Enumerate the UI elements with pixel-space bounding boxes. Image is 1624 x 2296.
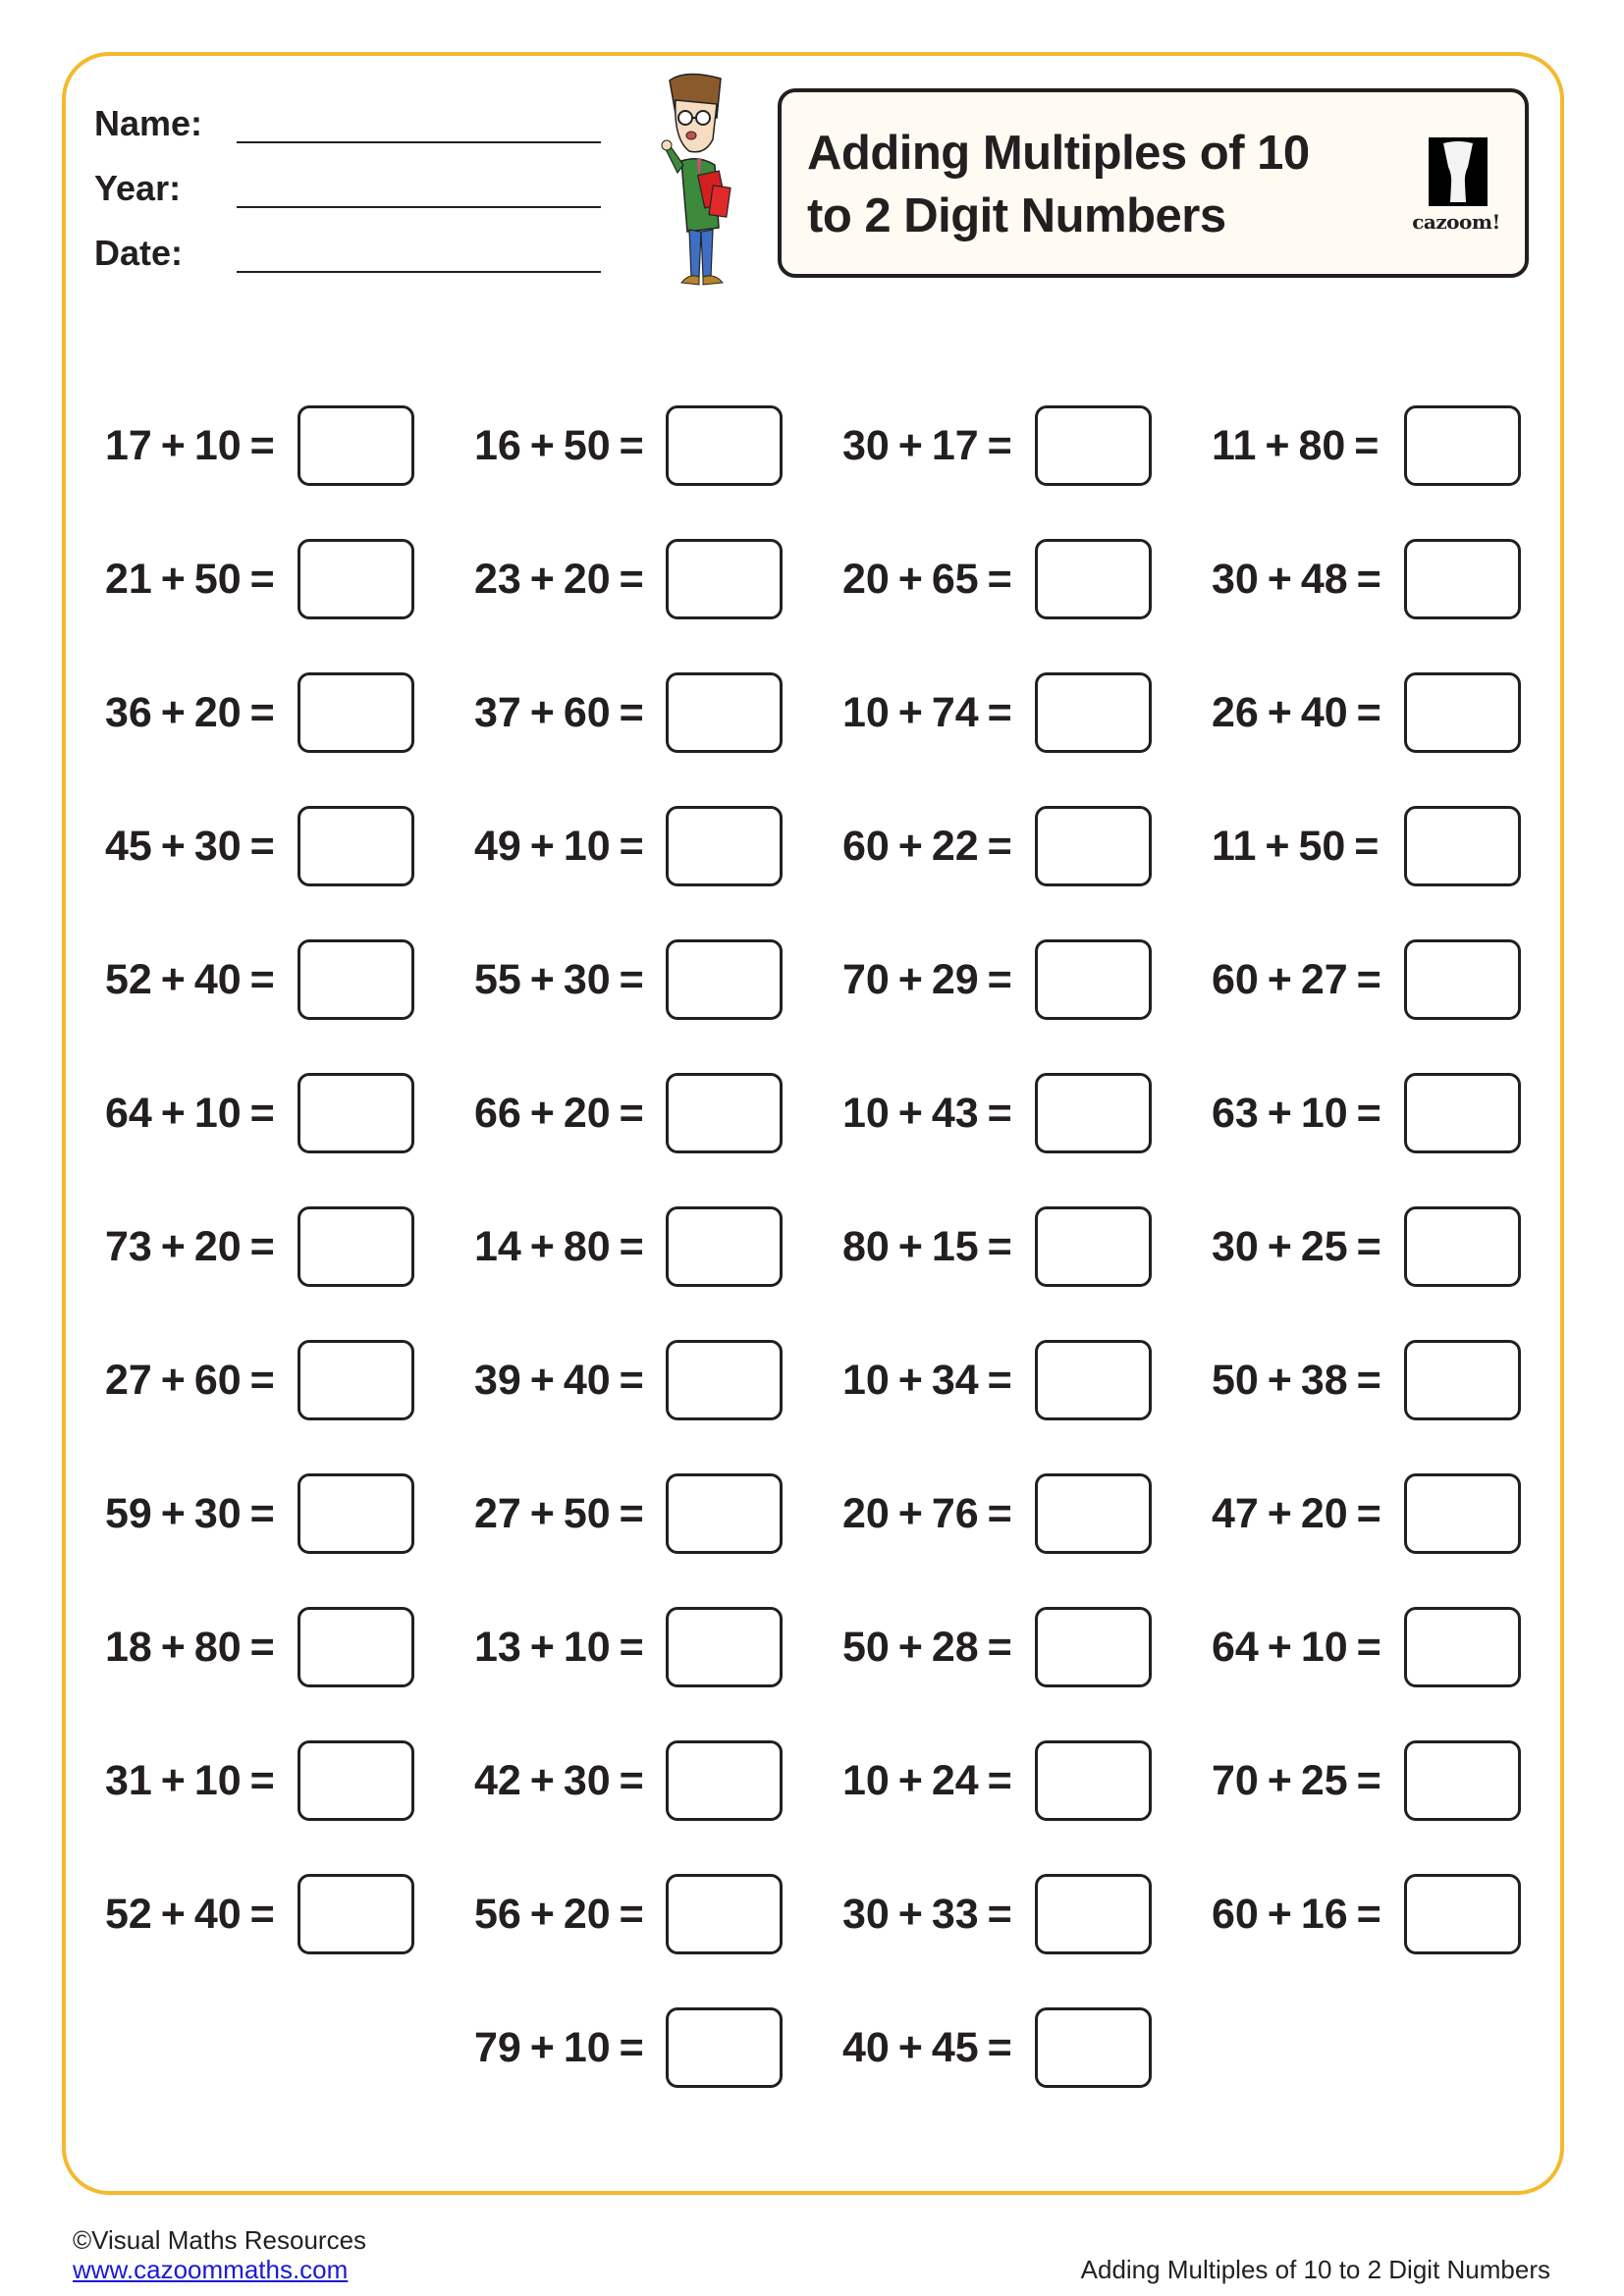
problem-expression: 70 + 29 = — [842, 956, 1012, 1003]
problem-expression: 73 + 20 = — [105, 1223, 275, 1270]
problem-expression: 47 + 20 = — [1212, 1490, 1381, 1537]
problem-expression: 60 + 16 = — [1212, 1891, 1381, 1938]
answer-box[interactable] — [1035, 539, 1152, 619]
answer-box[interactable] — [666, 1073, 783, 1153]
footer-worksheet-title: Adding Multiples of 10 to 2 Digit Numbers — [1080, 2255, 1550, 2284]
problem-expression: 31 + 10 = — [105, 1757, 275, 1804]
answer-box[interactable] — [1035, 1206, 1152, 1287]
problem-expression: 70 + 25 = — [1212, 1757, 1381, 1804]
answer-box[interactable] — [1404, 939, 1521, 1020]
problem-item — [1212, 1874, 1565, 1954]
problem-expression: 49 + 10 = — [474, 823, 644, 870]
problem-expression: 26 + 40 = — [1212, 689, 1381, 736]
problem-item — [105, 1206, 459, 1287]
answer-box[interactable] — [298, 1740, 414, 1821]
answer-box[interactable] — [298, 939, 414, 1020]
footer-left — [73, 2225, 366, 2284]
problem-item — [474, 1073, 828, 1153]
title-line-2: to 2 Digit Numbers — [807, 189, 1226, 242]
answer-box[interactable] — [1404, 1874, 1521, 1954]
problem-item — [105, 1740, 459, 1821]
problem-expression: 23 + 20 = — [474, 556, 644, 603]
date-input-line[interactable] — [237, 271, 601, 273]
answer-box[interactable] — [1404, 405, 1521, 486]
problem-item — [105, 1473, 459, 1554]
answer-box[interactable] — [666, 1206, 783, 1287]
problem-item — [842, 806, 1196, 886]
website-link[interactable]: www.cazoommaths.com — [73, 2255, 349, 2284]
problem-expression: 10 + 24 = — [842, 1757, 1012, 1804]
problem-expression: 59 + 30 = — [105, 1490, 275, 1537]
problem-expression: 20 + 65 = — [842, 556, 1012, 603]
problem-item — [105, 806, 459, 886]
answer-box[interactable] — [666, 2007, 783, 2088]
problem-expression: 11 + 80 = — [1212, 422, 1380, 469]
problem-item — [474, 939, 828, 1020]
problem-expression: 80 + 15 = — [842, 1223, 1012, 1270]
problem-item — [105, 672, 459, 753]
answer-box[interactable] — [666, 672, 783, 753]
logo-text: cazoom! — [1412, 210, 1500, 234]
problem-item — [474, 1340, 828, 1420]
problem-expression: 27 + 50 = — [474, 1490, 644, 1537]
problem-expression: 45 + 30 = — [105, 823, 275, 870]
answer-box[interactable] — [1035, 1874, 1152, 1954]
problem-item — [474, 2007, 828, 2088]
answer-box[interactable] — [298, 1206, 414, 1287]
problem-item — [1212, 405, 1565, 486]
answer-box[interactable] — [298, 405, 414, 486]
problem-item — [1212, 1473, 1565, 1554]
problem-item — [474, 1740, 828, 1821]
problem-item — [474, 672, 828, 753]
problem-expression: 60 + 22 = — [842, 823, 1012, 870]
problem-item — [1212, 1740, 1565, 1821]
answer-box[interactable] — [1035, 1073, 1152, 1153]
problem-expression: 39 + 40 = — [474, 1357, 644, 1404]
year-field-row — [94, 167, 624, 232]
year-input-line[interactable] — [237, 206, 601, 208]
title-line-1: Adding Multiples of 10 — [807, 127, 1310, 180]
date-field-row — [94, 232, 624, 296]
answer-box[interactable] — [1035, 806, 1152, 886]
answer-box[interactable] — [1404, 1340, 1521, 1420]
problem-item — [1212, 1607, 1565, 1687]
problem-expression: 10 + 74 = — [842, 689, 1012, 736]
answer-box[interactable] — [1035, 1740, 1152, 1821]
answer-box[interactable] — [1404, 1206, 1521, 1287]
problem-expression: 52 + 40 = — [105, 956, 275, 1003]
answer-box[interactable] — [666, 939, 783, 1020]
problem-item — [1212, 672, 1565, 753]
problem-expression: 60 + 27 = — [1212, 956, 1381, 1003]
problem-item — [842, 1340, 1196, 1420]
answer-box[interactable] — [1404, 1607, 1521, 1687]
copyright-text: ©Visual Maths Resources — [73, 2225, 367, 2255]
problem-item — [842, 1607, 1196, 1687]
problem-item — [105, 539, 459, 619]
problem-expression: 30 + 25 = — [1212, 1223, 1381, 1270]
problem-item — [474, 1607, 828, 1687]
problem-item — [474, 1874, 828, 1954]
problem-item — [1212, 1206, 1565, 1287]
answer-box[interactable] — [298, 1340, 414, 1420]
problem-item — [842, 2007, 1196, 2088]
answer-box[interactable] — [666, 806, 783, 886]
problem-expression: 55 + 30 = — [474, 956, 644, 1003]
name-field-row — [94, 102, 624, 167]
name-input-line[interactable] — [237, 141, 601, 143]
problem-expression: 36 + 20 = — [105, 689, 275, 736]
answer-box[interactable] — [298, 806, 414, 886]
problem-expression: 30 + 17 = — [842, 422, 1012, 469]
answer-box[interactable] — [1035, 939, 1152, 1020]
teacher-cartoon-icon — [656, 71, 738, 289]
student-info-fields — [94, 102, 624, 296]
problem-expression: 64 + 10 = — [1212, 1624, 1381, 1671]
problem-item — [105, 1874, 459, 1954]
problem-item — [842, 1206, 1196, 1287]
problem-expression: 63 + 10 = — [1212, 1090, 1381, 1137]
problem-item — [105, 939, 459, 1020]
problem-expression: 16 + 50 = — [474, 422, 644, 469]
answer-box[interactable] — [1404, 1473, 1521, 1554]
problem-expression: 37 + 60 = — [474, 689, 644, 736]
problem-item — [105, 1607, 459, 1687]
problem-expression: 20 + 76 = — [842, 1490, 1012, 1537]
answer-box[interactable] — [666, 1340, 783, 1420]
problem-item — [1212, 806, 1565, 886]
answer-box[interactable] — [1404, 1073, 1521, 1153]
problem-item — [1212, 539, 1565, 619]
djembe-drum-icon — [1429, 137, 1488, 206]
answer-box[interactable] — [666, 405, 783, 486]
problem-item — [842, 672, 1196, 753]
problem-item — [842, 1740, 1196, 1821]
answer-box[interactable] — [666, 539, 783, 619]
problem-expression: 21 + 50 = — [105, 556, 275, 603]
answer-box[interactable] — [666, 1607, 783, 1687]
problem-item — [842, 405, 1196, 486]
problem-expression: 17 + 10 = — [105, 422, 275, 469]
problem-expression: 66 + 20 = — [474, 1090, 644, 1137]
problem-item — [842, 939, 1196, 1020]
problem-item — [105, 1340, 459, 1420]
problem-item — [474, 806, 828, 886]
answer-box[interactable] — [298, 1073, 414, 1153]
answer-box[interactable] — [1035, 1607, 1152, 1687]
problem-expression: 30 + 48 = — [1212, 556, 1381, 603]
answer-box[interactable] — [1035, 672, 1152, 753]
answer-box[interactable] — [298, 539, 414, 619]
problem-expression: 10 + 34 = — [842, 1357, 1012, 1404]
problem-expression: 64 + 10 = — [105, 1090, 275, 1137]
problem-item — [474, 539, 828, 619]
problem-expression: 42 + 30 = — [474, 1757, 644, 1804]
problem-item — [842, 539, 1196, 619]
problem-expression: 10 + 43 = — [842, 1090, 1012, 1137]
date-label: Date: — [94, 233, 184, 273]
answer-box[interactable] — [298, 1874, 414, 1954]
problem-expression: 30 + 33 = — [842, 1891, 1012, 1938]
answer-box[interactable] — [298, 1473, 414, 1554]
problem-item — [842, 1473, 1196, 1554]
problem-item — [1212, 939, 1565, 1020]
cazoom-logo — [1402, 137, 1510, 234]
problem-expression: 18 + 80 = — [105, 1624, 275, 1671]
answer-box[interactable] — [1035, 2007, 1152, 2088]
problem-item — [474, 1473, 828, 1554]
problem-expression: 40 + 45 = — [842, 2024, 1012, 2071]
problem-expression: 56 + 20 = — [474, 1891, 644, 1938]
answer-box[interactable] — [1404, 806, 1521, 886]
answer-box[interactable] — [666, 1740, 783, 1821]
problem-expression: 27 + 60 = — [105, 1357, 275, 1404]
answer-box[interactable] — [298, 1607, 414, 1687]
name-label: Name: — [94, 103, 203, 143]
answer-box[interactable] — [298, 672, 414, 753]
problem-item — [842, 1874, 1196, 1954]
answer-box[interactable] — [1404, 539, 1521, 619]
worksheet-title-box — [778, 88, 1529, 278]
answer-box[interactable] — [1404, 1740, 1521, 1821]
problem-item — [105, 405, 459, 486]
problem-expression: 11 + 50 = — [1212, 823, 1380, 870]
problem-item — [1212, 1340, 1565, 1420]
problem-expression: 14 + 80 = — [474, 1223, 644, 1270]
problem-expression: 50 + 38 = — [1212, 1357, 1381, 1404]
answer-box[interactable] — [1404, 672, 1521, 753]
problem-item — [105, 1073, 459, 1153]
year-label: Year: — [94, 168, 182, 208]
answer-box[interactable] — [666, 1473, 783, 1554]
answer-box[interactable] — [666, 1874, 783, 1954]
problem-item — [1212, 1073, 1565, 1153]
answer-box[interactable] — [1035, 1340, 1152, 1420]
problem-expression: 13 + 10 = — [474, 1624, 644, 1671]
problem-item — [474, 405, 828, 486]
answer-box[interactable] — [1035, 405, 1152, 486]
problem-item — [842, 1073, 1196, 1153]
problem-expression: 50 + 28 = — [842, 1624, 1012, 1671]
problem-expression: 52 + 40 = — [105, 1891, 275, 1938]
answer-box[interactable] — [1035, 1473, 1152, 1554]
worksheet-title — [807, 122, 1310, 247]
problem-item — [474, 1206, 828, 1287]
problem-expression: 79 + 10 = — [474, 2024, 644, 2071]
